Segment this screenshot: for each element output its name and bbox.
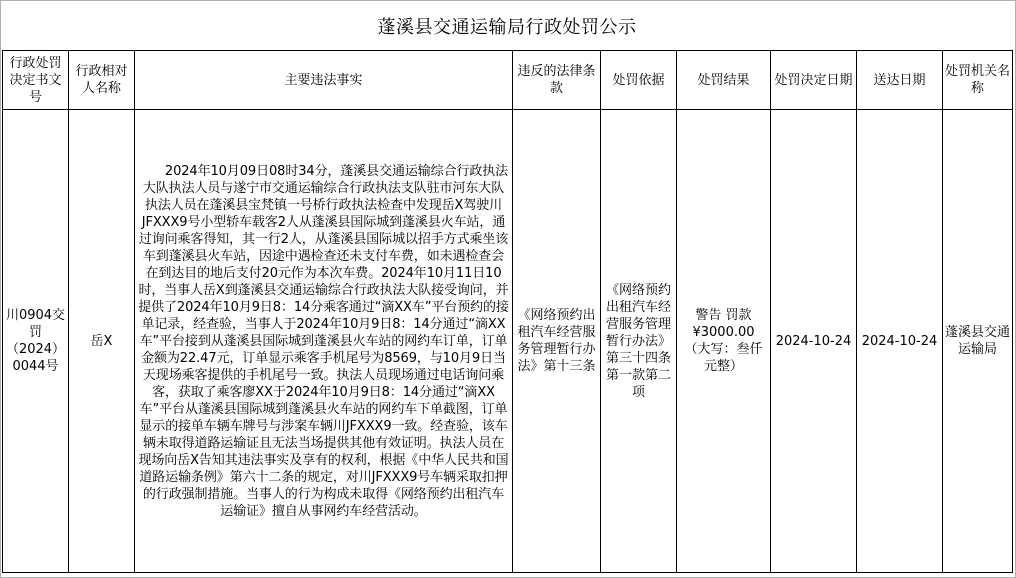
cell-authority: 蓬溪县交通运输局 (943, 110, 1013, 573)
header-facts: 主要违法事实 (135, 51, 513, 110)
cell-facts: 2024年10月09日08时34分，蓬溪县交通运输综合行政执法大队执法人员与遂宁市交通运输综合行政执法支队驻市河东大队执法人员在蓬溪县宝梵镇一号桥行政执法检查中发现岳X驾驶川JFXXX9号小型轿车载客2人从蓬溪县国际城到蓬溪县火车站，通过询问乘客得知，其一行2人，从蓬溪县国际城以招手方式乘坐该车到蓬溪县火车站，因途中遇检查还未支付车费，如未遇检查会在到达目的地后支付20元作为本次车费。2024年10月11日10时，当事人岳X到蓬溪县交通运输综合行政执法大队接受询问，并提供了2024年10月9日8：14分乘客通过“滴XX车”平台预约的接单记录，经查验，当事人于2024年10月9日8：14分通过“滴XX车”平台接到从蓬溪县国际城到蓬溪县火车站的网约车订单，订单金额为22.47元，订单显示乘客手机尾号为8569，与10月9日当天现场乘客提供的手机尾号一致。执法人员现场通过电话询问乘客，获取了乘客廖XX于2024年10月9日8：14分通过“滴XX车”平台从蓬溪县国际城到蓬溪县火车站的网约车下单截图，订单显示的接单车辆车牌号与涉案车辆川JFXXX9一致。经查验，该车辆未取得道路运输证且无法当场提供其他有效证明。执法人员在现场向岳X告知其违法事实及享有的权利，根据《中华人民共和国道路运输条例》第六十二条的规定，对川JFXXX9号车辆采取扣押的行政强制措施。当事人的行为构成未取得《网络预约出租汽车运输证》擅自从事网约车经营活动。 (135, 110, 513, 573)
table-row (3, 110, 1013, 573)
cell-decision-date: 2024-10-24 (771, 110, 857, 573)
header-violated-clause: 违反的法律条款 (513, 51, 601, 110)
cell-basis: 《网络预约出租汽车经营服务管理暂行办法》第三十四条第一款第二项 (601, 110, 677, 573)
header-basis: 处罚依据 (601, 51, 677, 110)
header-authority: 处罚机关名称 (943, 51, 1013, 110)
header-result: 处罚结果 (677, 51, 771, 110)
header-doc-number: 行政处罚决定书文号 (3, 51, 69, 110)
cell-violated-clause: 《网络预约出租汽车经营服务管理暂行办法》第十三条 (513, 110, 601, 573)
cell-service-date: 2024-10-24 (857, 110, 943, 573)
header-row (3, 51, 1013, 110)
cell-party-name: 岳X (69, 110, 135, 573)
header-party-name: 行政相对人名称 (69, 51, 135, 110)
cell-doc-number: 川0904交罚（2024）0044号 (3, 110, 69, 573)
header-service-date: 送达日期 (857, 51, 943, 110)
page-title: 蓬溪县交通运输局行政处罚公示 (377, 17, 637, 38)
penalty-table (2, 50, 1013, 573)
cell-result: 警告 罚款 ¥3000.00 （大写：叁仟元整） (677, 110, 771, 573)
header-decision-date: 处罚决定日期 (771, 51, 857, 110)
